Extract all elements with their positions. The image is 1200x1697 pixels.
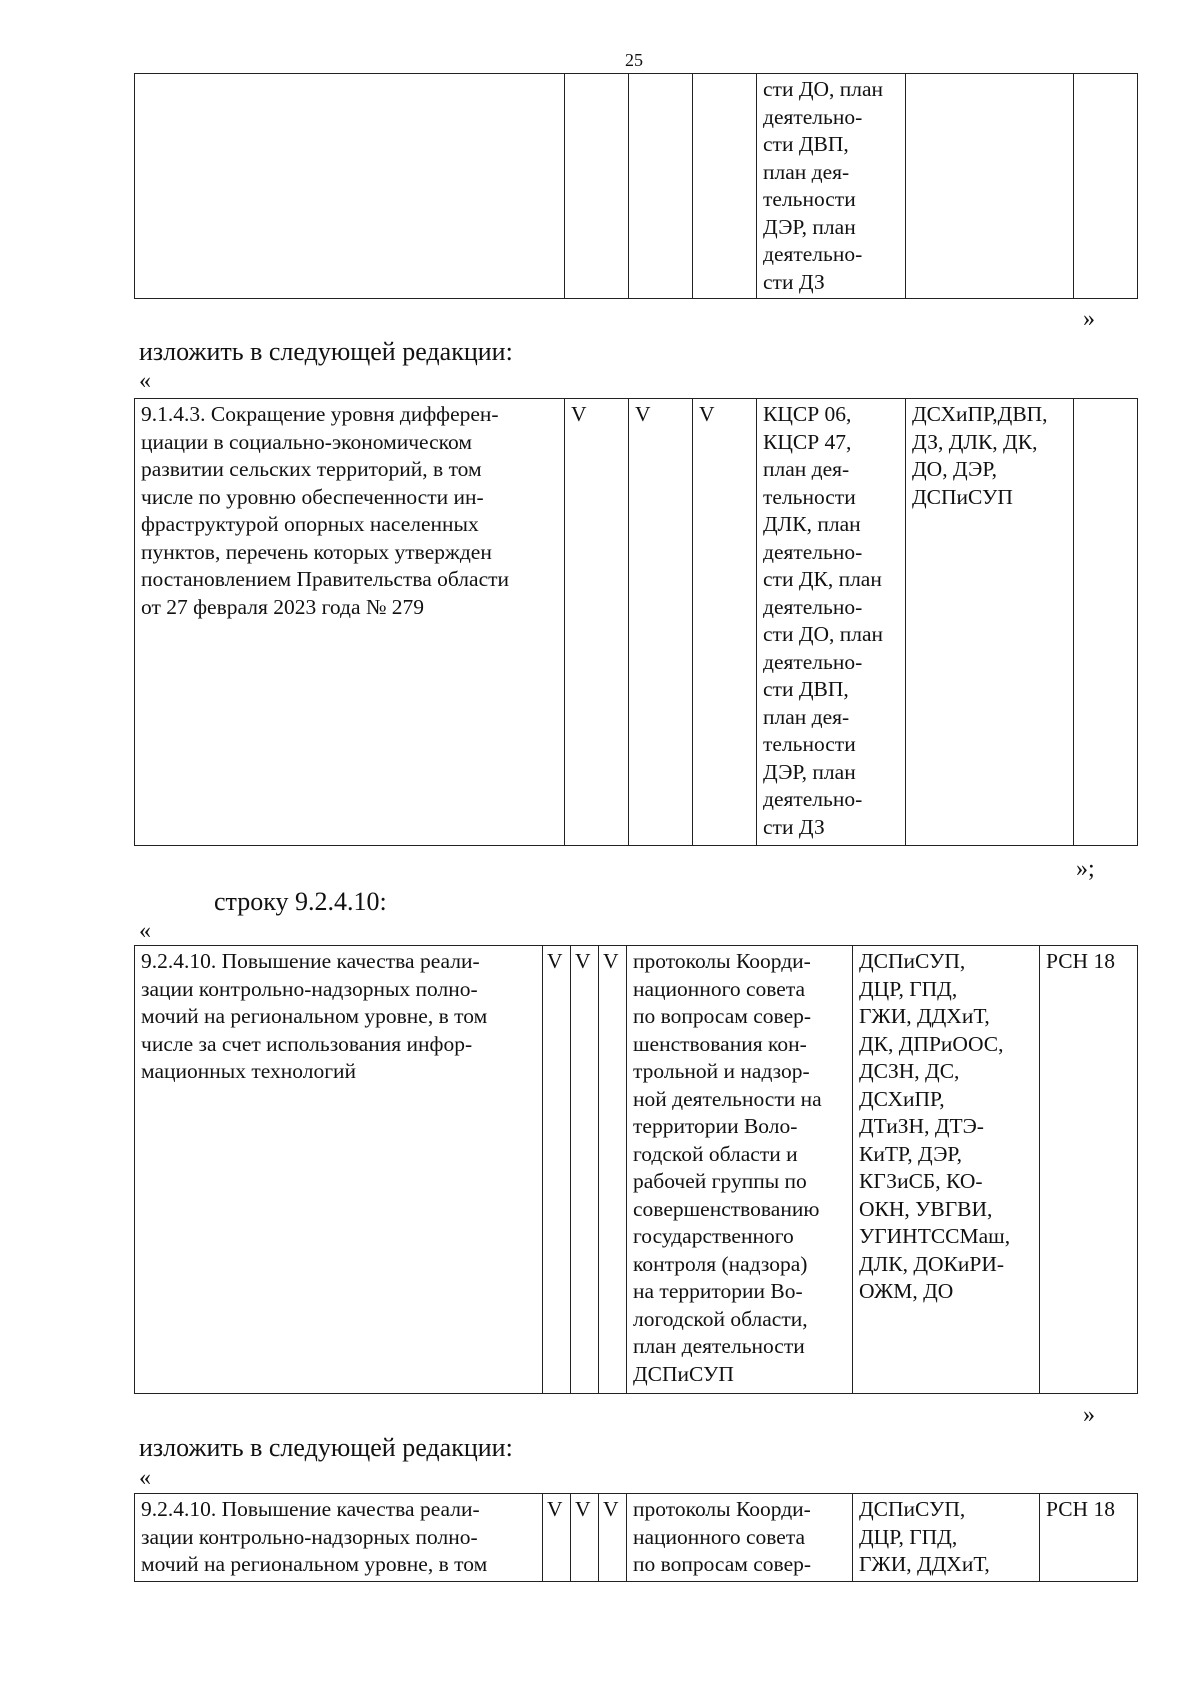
redaction-heading: изложить в следующей редакции: xyxy=(139,337,513,366)
cell-v2: V xyxy=(629,399,693,846)
cell-executors xyxy=(906,74,1074,299)
redaction-heading: изложить в следующей редакции: xyxy=(139,1433,513,1462)
cell-v3 xyxy=(693,74,757,299)
cell-text: 9.1.4.3. Сокращение уровня дифферен- циации в социально-экономическом развитии сельских территорий, в том числе по уровню обеспеченности ин- фраструктурой опорных населенных пунктов, перечень которых утвержден постановлением Правительства области от 27 февраля 2023 года № 279 xyxy=(135,399,565,846)
cell-last xyxy=(1074,399,1138,846)
cell-last: РСН 18 xyxy=(1040,946,1138,1394)
cell-v1 xyxy=(565,74,629,299)
cell-v1: V xyxy=(543,946,571,1394)
cell-documents: КЦСР 06, КЦСР 47, план дея- тельности ДЛК, план деятельно- сти ДК, план деятельно- сти ДО, план деятельно- сти ДВП, план дея- тельности ДЭР, план деятельно- сти ДЗ xyxy=(757,399,906,846)
open-quote: « xyxy=(139,918,151,944)
table-row xyxy=(135,74,1138,299)
open-quote: « xyxy=(139,1465,151,1491)
table-row-9143 xyxy=(134,398,1138,846)
table-continuation xyxy=(134,73,1138,299)
close-quote-semicolon: »; xyxy=(1076,856,1095,882)
cell-text xyxy=(135,74,565,299)
cell-executors: ДСПиСУП, ДЦР, ГПД, ГЖИ, ДДХиТ, xyxy=(853,1494,1040,1582)
cell-v2 xyxy=(629,74,693,299)
cell-v1: V xyxy=(565,399,629,846)
open-quote: « xyxy=(139,368,151,394)
table-row xyxy=(135,1494,1138,1582)
cell-v3: V xyxy=(599,1494,627,1582)
table-row-92410-old xyxy=(134,945,1138,1394)
cell-last: РСН 18 xyxy=(1040,1494,1138,1582)
row-reference-heading: строку 9.2.4.10: xyxy=(214,887,387,916)
close-quote: » xyxy=(1083,306,1095,332)
cell-v3: V xyxy=(599,946,627,1394)
cell-v1: V xyxy=(543,1494,571,1582)
table-row xyxy=(135,946,1138,1394)
cell-v2: V xyxy=(571,1494,599,1582)
cell-executors: ДСХиПР,ДВП, ДЗ, ДЛК, ДК, ДО, ДЭР, ДСПиСУП xyxy=(906,399,1074,846)
cell-documents: протоколы Коорди- национного совета по вопросам совер- xyxy=(627,1494,853,1582)
cell-documents: протоколы Коорди- национного совета по вопросам совер- шенствования кон- трольной и надзор- ной деятельности на территории Воло- годской области и рабочей группы по совершенствованию государственного контроля (надзора) на территории Во- логодской области, план деятельности ДСПиСУП xyxy=(627,946,853,1394)
page-number: 25 xyxy=(625,50,643,70)
close-quote: » xyxy=(1083,1402,1095,1428)
cell-text: 9.2.4.10. Повышение качества реали- зации контрольно-надзорных полно- мочий на региональном уровне, в том числе за счет использования инфор- мационных технологий xyxy=(135,946,543,1394)
cell-executors: ДСПиСУП, ДЦР, ГПД, ГЖИ, ДДХиТ, ДК, ДПРиООС, ДСЗН, ДС, ДСХиПР, ДТиЗН, ДТЭ- КиТР, ДЭР, КГЗиСБ, КО- ОКН, УВГВИ, УГИНТССМаш, ДЛК, ДОКиРИ- ОЖМ, ДО xyxy=(853,946,1040,1394)
table-row-92410-new xyxy=(134,1493,1138,1582)
cell-documents: сти ДО, план деятельно- сти ДВП, план дея- тельности ДЭР, план деятельно- сти ДЗ xyxy=(757,74,906,299)
cell-v3: V xyxy=(693,399,757,846)
table-row xyxy=(135,399,1138,846)
cell-text: 9.2.4.10. Повышение качества реали- зации контрольно-надзорных полно- мочий на региональном уровне, в том xyxy=(135,1494,543,1582)
cell-last xyxy=(1074,74,1138,299)
cell-v2: V xyxy=(571,946,599,1394)
